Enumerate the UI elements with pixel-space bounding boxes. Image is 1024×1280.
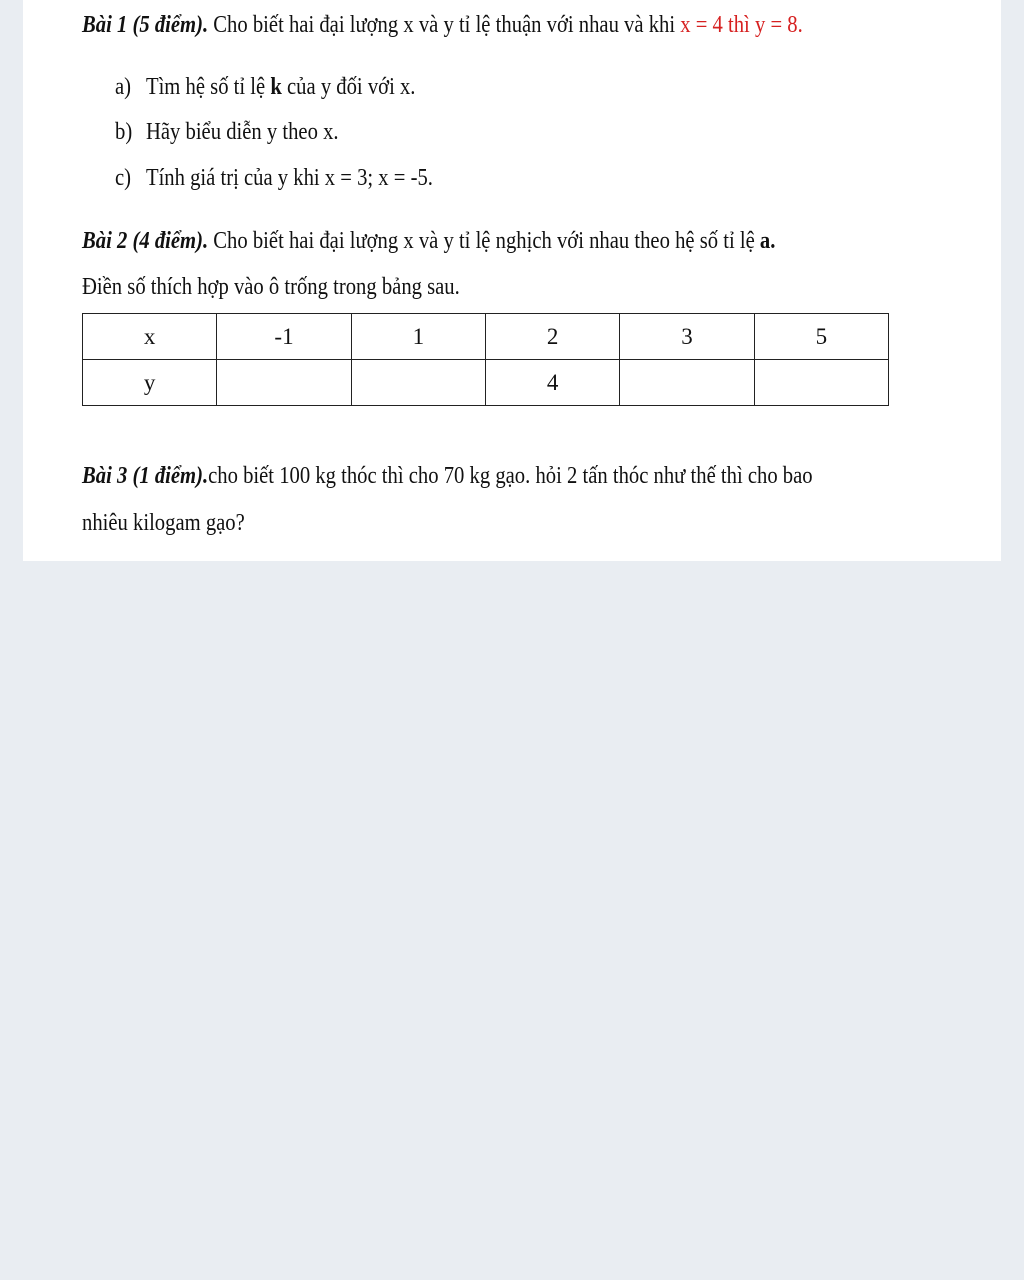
table-cell: 4 bbox=[485, 360, 619, 406]
item-text-after: của y đối với x. bbox=[281, 74, 416, 100]
table-row-x bbox=[83, 314, 889, 360]
bai2-instruction bbox=[82, 272, 460, 302]
item-bold: k bbox=[270, 74, 282, 100]
item-letter: c) bbox=[115, 165, 132, 191]
bai3-text: cho biết 100 kg thóc thì cho 70 kg gạo. hỏi 2 tấn thóc như thế thì cho bao bbox=[208, 463, 813, 489]
bai2-title: Bài 2 (4 điểm). bbox=[82, 228, 209, 254]
bai1-item-a bbox=[115, 72, 415, 102]
item-letter: b) bbox=[115, 119, 133, 145]
item-letter: a) bbox=[115, 74, 132, 100]
table-cell-empty bbox=[351, 360, 485, 406]
table-cell: 2 bbox=[485, 314, 619, 360]
bai3-line2-text: nhiêu kilogam gạo? bbox=[82, 510, 245, 536]
table-cell-empty bbox=[754, 360, 888, 406]
bai1-item-c bbox=[115, 163, 433, 193]
item-text: Tính giá trị của y khi x = 3; x = -5. bbox=[145, 165, 433, 191]
item-text: Tìm hệ số tỉ lệ bbox=[145, 74, 271, 100]
bai1-cond-x: x = 4 bbox=[680, 12, 723, 38]
table-cell: 3 bbox=[620, 314, 754, 360]
proportion-table bbox=[82, 313, 889, 406]
bai1-text: Cho biết hai đại lượng x và y tỉ lệ thuận với nhau và khi bbox=[208, 12, 681, 38]
bai1-text-mid: thì bbox=[722, 12, 755, 38]
table-cell: y bbox=[83, 360, 217, 406]
table-cell: 5 bbox=[754, 314, 888, 360]
bai2-instruction-text: Điền số thích hợp vào ô trống trong bảng sau. bbox=[82, 274, 460, 300]
bai2-coef: a. bbox=[759, 228, 776, 254]
table-cell-empty bbox=[217, 360, 351, 406]
item-text: Hãy biểu diễn y theo x. bbox=[145, 119, 339, 145]
bai2-text: Cho biết hai đại lượng x và y tỉ lệ nghịch với nhau theo hệ số tỉ lệ bbox=[208, 228, 760, 254]
table-row-y bbox=[83, 360, 889, 406]
table-cell: -1 bbox=[217, 314, 351, 360]
exercise-sheet bbox=[23, 0, 1001, 561]
bai2-heading bbox=[82, 226, 775, 256]
bai3-title: Bài 3 (1 điểm). bbox=[82, 463, 209, 489]
table-cell: 1 bbox=[351, 314, 485, 360]
bai1-item-b bbox=[115, 117, 339, 147]
table-cell-empty bbox=[620, 360, 754, 406]
table-cell: x bbox=[83, 314, 217, 360]
bai1-title: Bài 1 (5 điểm). bbox=[82, 12, 209, 38]
bai1-heading bbox=[82, 10, 803, 40]
bai3-heading bbox=[82, 461, 813, 491]
bai1-cond-y: y = 8. bbox=[754, 12, 803, 38]
bai3-line2 bbox=[82, 508, 245, 538]
